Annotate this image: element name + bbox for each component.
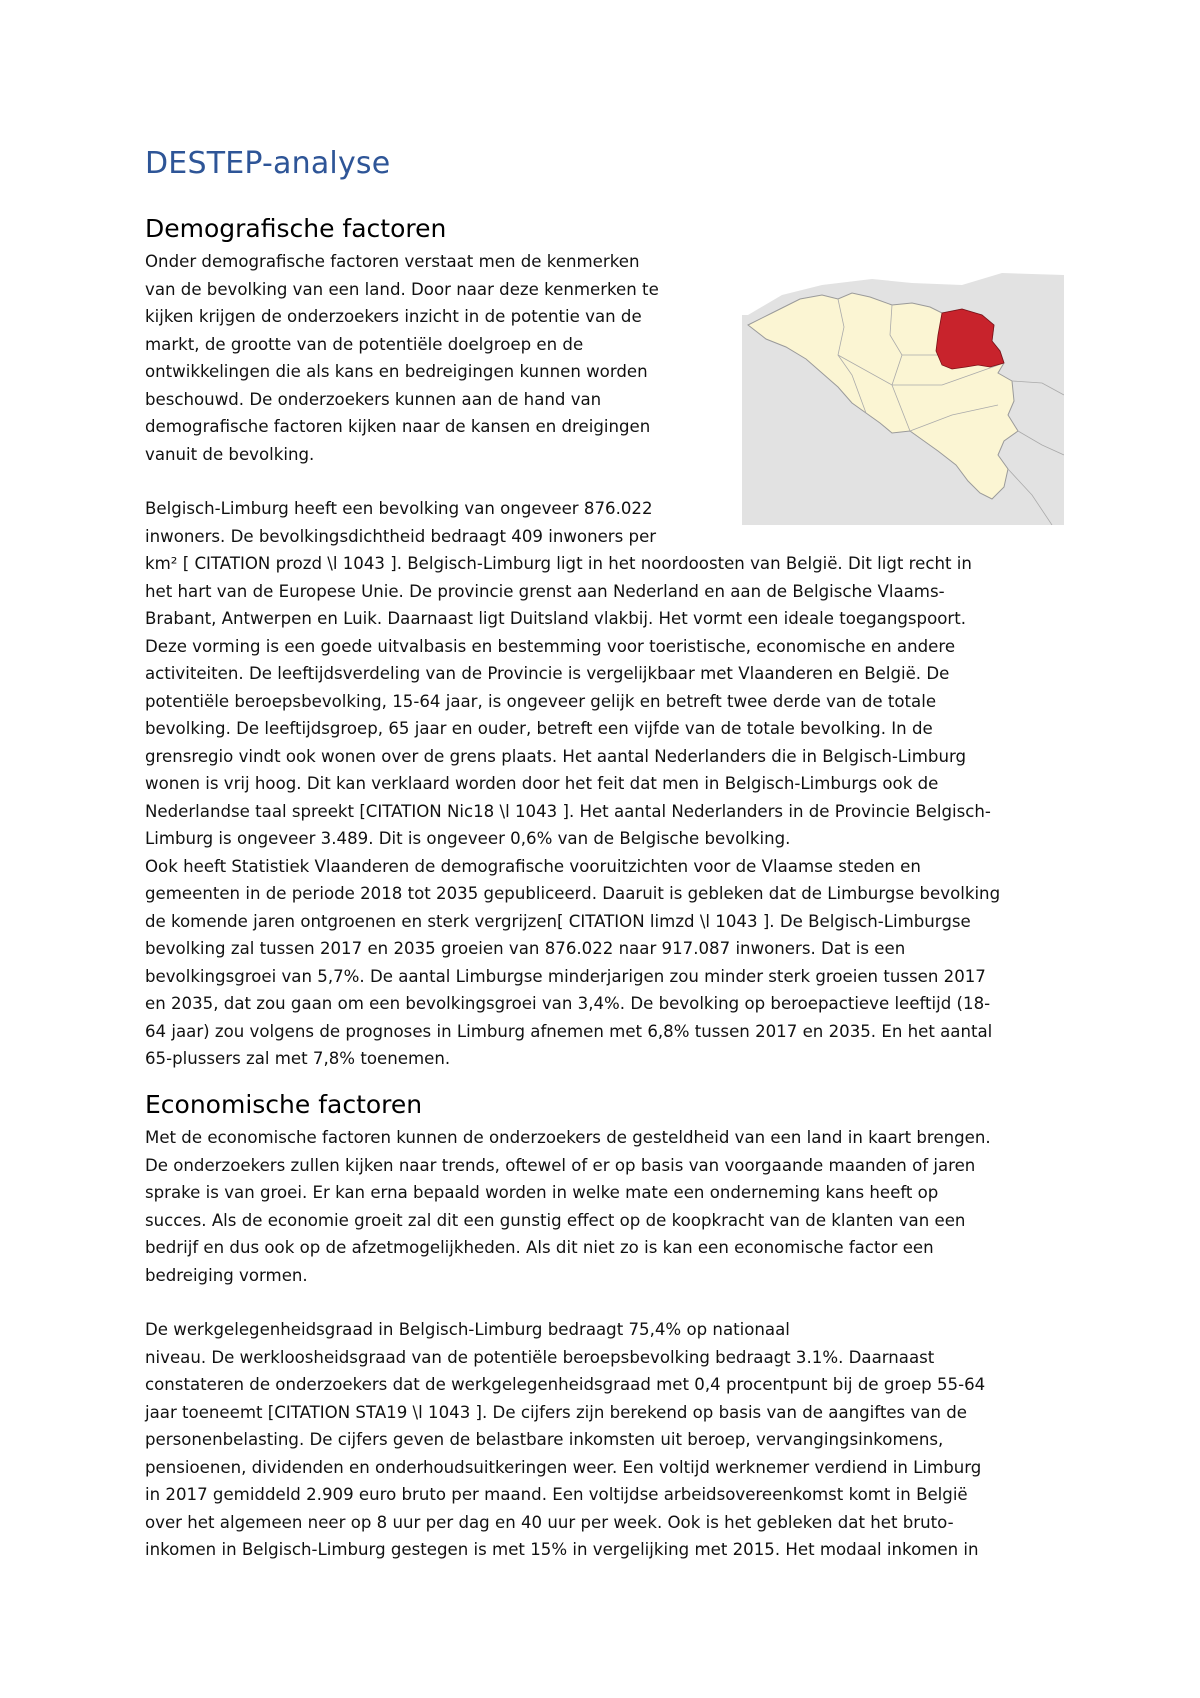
text-line: over het algemeen neer op 8 uur per dag en 40 uur per week. Ook is het gebleken dat het bruto- (145, 1512, 954, 1532)
page-title: DESTEP-analyse (145, 146, 391, 181)
text-line: grensregio vindt ook wonen over de grens plaats. Het aantal Nederlanders die in Belgisch-Limburg (145, 746, 967, 766)
text-line: inwoners. De bevolkingsdichtheid bedraagt 409 inwoners per (145, 526, 657, 546)
text-line: bevolkingsgroei van 5,7%. De aantal Limburgse minderjarigen zou minder sterk groeien tussen 2017 (145, 966, 986, 986)
text-line: niveau. De werkloosheidsgraad van de potentiële beroepsbevolking bedraagt 3.1%. Daarnaast (145, 1347, 935, 1367)
text-line: vanuit de bevolking. (145, 444, 315, 464)
paragraph-economisch-werkgelegenheid (145, 1316, 985, 1564)
text-line: Brabant, Antwerpen en Luik. Daarnaast ligt Duitsland vlakbij. Het vormt een ideale toegangspoort. (145, 609, 966, 628)
text-line: activiteiten. De leeftijdsverdeling van de Provincie is vergelijkbaar met Vlaanderen en België. De (145, 664, 950, 683)
text-line: de komende jaren ontgroenen en sterk vergrijzen[ CITATION limzd \l 1043 ]. De Belgisch-Limburgse (145, 911, 971, 931)
text-line: inkomen in Belgisch-Limburg gestegen is met 15% in vergelijking met 2015. Het modaal inkomen in (145, 1540, 979, 1559)
text-line: De werkgelegenheidsgraad in Belgisch-Limburg bedraagt 75,4% op nationaal (145, 1320, 790, 1339)
text-line: beschouwd. De onderzoekers kunnen aan de hand van (145, 389, 602, 409)
text-line: personenbelasting. De cijfers geven de belastbare inkomsten uit beroep, vervangingsinkomens, (145, 1430, 944, 1449)
text-line: potentiële beroepsbevolking, 15-64 jaar, is ongeveer gelijk en betreft twee derde van de totale (145, 691, 937, 711)
text-line: gemeenten in de periode 2018 tot 2035 gepubliceerd. Daaruit is gebleken dat de Limburgse bevolking (145, 884, 1001, 903)
text-line: Ook heeft Statistiek Vlaanderen de demografische vooruitzichten voor de Vlaamse steden en (145, 856, 921, 876)
text-line: Belgisch-Limburg heeft een bevolking van ongeveer 876.022 (145, 499, 653, 518)
text-line: markt, de grootte van de potentiële doelgroep en de (145, 334, 584, 354)
text-line: in 2017 gemiddeld 2.909 euro bruto per maand. Een voltijdse arbeidsovereenkomst komt in België (145, 1485, 968, 1504)
text-line: ontwikkelingen die als kans en bedreigingen kunnen worden (145, 362, 648, 381)
paragraph-demografisch-intro (145, 248, 659, 468)
text-line: succes. Als de economie groeit zal dit een gunstig effect op de koopkracht van de klanten van een (145, 1210, 966, 1230)
text-line: Deze vorming is een goede uitvalbasis en bestemming voor toeristische, economische en andere (145, 636, 956, 656)
text-line: en 2035, dat zou gaan om een bevolkingsgroei van 3,4%. De bevolking op beroepactieve leeftijd (18- (145, 994, 991, 1013)
text-line: sprake is van groei. Er kan erna bepaald worden in welke mate een onderneming kans heeft op (145, 1183, 939, 1202)
paragraph-demografisch-limburg (145, 495, 1000, 1073)
belgium-map-limburg-highlighted-icon (742, 255, 1064, 525)
text-line: bevolking. De leeftijdsgroep, 65 jaar en ouder, betreft een vijfde van de totale bevolking. In de (145, 719, 933, 738)
text-line: demografische factoren kijken naar de kansen en dreigingen (145, 417, 651, 436)
text-line: Met de economische factoren kunnen de onderzoekers de gesteldheid van een land in kaart brengen. (145, 1128, 991, 1147)
text-line: constateren de onderzoekers dat de werkgelegenheidsgraad met 0,4 procentpunt bij de groep 55-64 (145, 1375, 986, 1394)
text-line: Limburg is ongeveer 3.489. Dit is ongeveer 0,6% van de Belgische bevolking. (145, 829, 791, 848)
text-line: wonen is vrij hoog. Dit kan verklaard worden door het feit dat men in Belgisch-Limburgs ook de (145, 774, 939, 793)
text-line: bevolking zal tussen 2017 en 2035 groeien van 876.022 naar 917.087 inwoners. Dat is een (145, 939, 906, 958)
text-line: jaar toeneemt [CITATION STA19 \l 1043 ]. De cijfers zijn berekend op basis van de aangiftes van de (145, 1402, 967, 1422)
text-line: pensioenen, dividenden en onderhoudsuitkeringen weer. Een voltijd werknemer verdiend in Limburg (145, 1457, 982, 1477)
paragraph-economisch-intro (145, 1124, 991, 1289)
section-heading-economisch: Economische factoren (145, 1090, 423, 1119)
section-heading-demografisch: Demografische factoren (145, 214, 447, 243)
text-line: Onder demografische factoren verstaat men de kenmerken (145, 252, 640, 271)
text-line: 64 jaar) zou volgens de prognoses in Limburg afnemen met 6,8% tussen 2017 en 2035. En het aantal (145, 1021, 993, 1041)
text-line: bedreiging vormen. (145, 1265, 308, 1285)
text-line: van de bevolking van een land. Door naar deze kenmerken te (145, 279, 659, 299)
text-line: Nederlandse taal spreekt [CITATION Nic18 \l 1043 ]. Het aantal Nederlanders in de Provincie Belgisch- (145, 801, 991, 821)
text-line: km² [ CITATION prozd \l 1043 ]. Belgisch-Limburg ligt in het noordoosten van België. Dit ligt recht in (145, 554, 972, 573)
text-line: 65-plussers zal met 7,8% toenemen. (145, 1049, 451, 1068)
text-line: kijken krijgen de onderzoekers inzicht in de potentie van de (145, 307, 642, 326)
text-line: bedrijf en dus ook op de afzetmogelijkheden. Als dit niet zo is kan een economische factor een (145, 1238, 934, 1257)
text-line: het hart van de Europese Unie. De provincie grenst aan Nederland en aan de Belgische Vlaams- (145, 581, 945, 601)
text-line: De onderzoekers zullen kijken naar trends, oftewel of er op basis van voorgaande maanden of jaren (145, 1155, 976, 1175)
